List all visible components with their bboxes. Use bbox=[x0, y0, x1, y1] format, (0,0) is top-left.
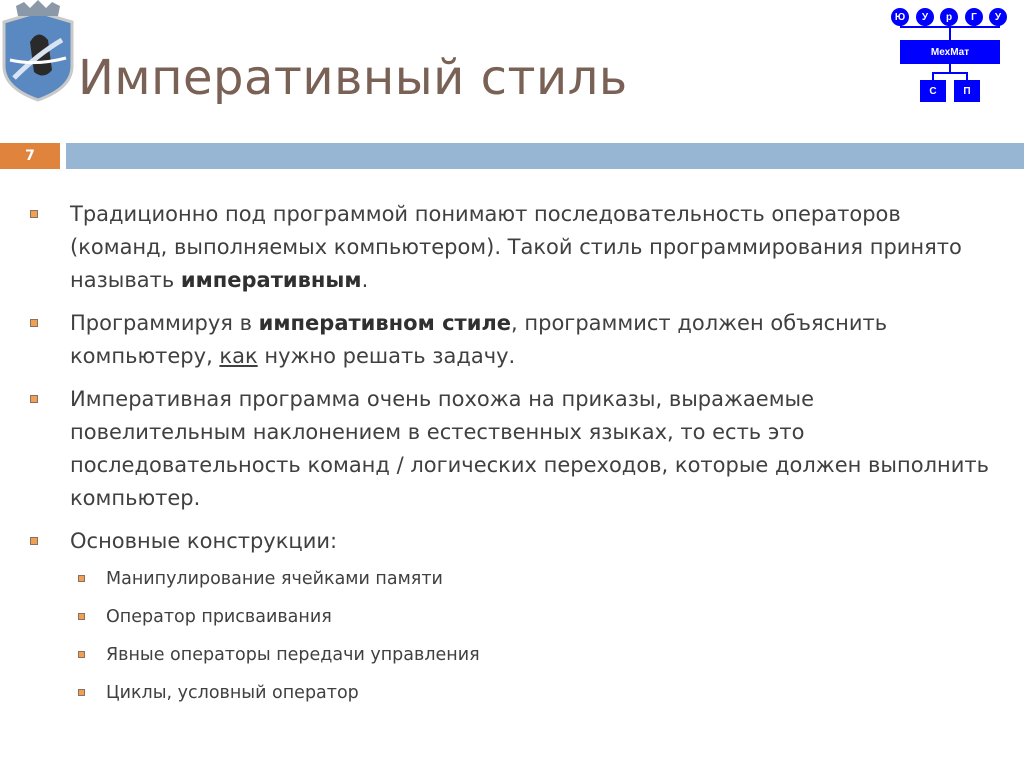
logo-letter: Г bbox=[965, 8, 983, 26]
faculty-logo bbox=[886, 6, 1018, 106]
square-bullet-icon bbox=[30, 319, 38, 327]
square-bullet-icon bbox=[30, 210, 38, 218]
logo-letter: р bbox=[940, 8, 958, 26]
bullet-text: Императивная программа очень похожа на приказы, выражаемые повелительным наклонением в естественных языках, то есть это последовательность команд / логических переходов, которые должен выполнить компьютер. bbox=[70, 387, 989, 510]
sub-bullet-item bbox=[30, 598, 990, 636]
bullet-item bbox=[30, 525, 990, 558]
bullet-text: . bbox=[361, 268, 369, 292]
square-bullet-icon bbox=[30, 537, 38, 545]
slide-content bbox=[30, 198, 990, 712]
logo-mehmat: МехМат bbox=[900, 40, 1000, 64]
bullet-bold-text: императивным bbox=[180, 268, 362, 292]
bullet-text: нужно решать задачу. bbox=[257, 344, 516, 368]
sub-bullet-text: Оператор присваивания bbox=[106, 607, 332, 627]
logo-letter-p: П bbox=[954, 80, 980, 102]
sub-bullet-text: Циклы, условный оператор bbox=[106, 683, 359, 703]
square-bullet-icon bbox=[78, 575, 85, 582]
bullet-underlined-text: как bbox=[219, 344, 258, 368]
bullet-item bbox=[30, 383, 990, 515]
logo-letter: У bbox=[916, 8, 934, 26]
logo-letter: Ю bbox=[891, 8, 909, 26]
sub-bullet-text: Явные операторы передачи управления bbox=[106, 645, 480, 665]
bullet-text: Программируя в bbox=[70, 311, 259, 335]
bullet-text: Традиционно под программой понимают последовательность операторов (команд, выполняемых компьютером). Такой стиль программирования принято называть bbox=[70, 202, 962, 292]
bullet-item bbox=[30, 307, 990, 373]
page-title: Императивный стиль bbox=[78, 50, 628, 106]
logo-letter: У bbox=[989, 8, 1007, 26]
university-emblem-icon bbox=[0, 0, 78, 104]
logo-letter-s: С bbox=[920, 80, 946, 102]
bullet-bold-text: императивном стиле bbox=[258, 311, 512, 335]
sub-bullet-item bbox=[30, 636, 990, 674]
square-bullet-icon bbox=[78, 689, 85, 696]
bullet-text: , программист должен объяснить компьютеру, bbox=[70, 311, 888, 368]
sub-bullet-item bbox=[30, 560, 990, 598]
bullet-text: Основные конструкции: bbox=[70, 529, 338, 553]
slide-number: 7 bbox=[0, 143, 60, 169]
sub-bullet-text: Манипулирование ячейками памяти bbox=[106, 569, 443, 589]
header-divider-bar bbox=[66, 143, 1024, 169]
bullet-item bbox=[30, 198, 990, 297]
square-bullet-icon bbox=[78, 613, 85, 620]
square-bullet-icon bbox=[30, 395, 38, 403]
square-bullet-icon bbox=[78, 651, 85, 658]
sub-bullet-item bbox=[30, 674, 990, 712]
